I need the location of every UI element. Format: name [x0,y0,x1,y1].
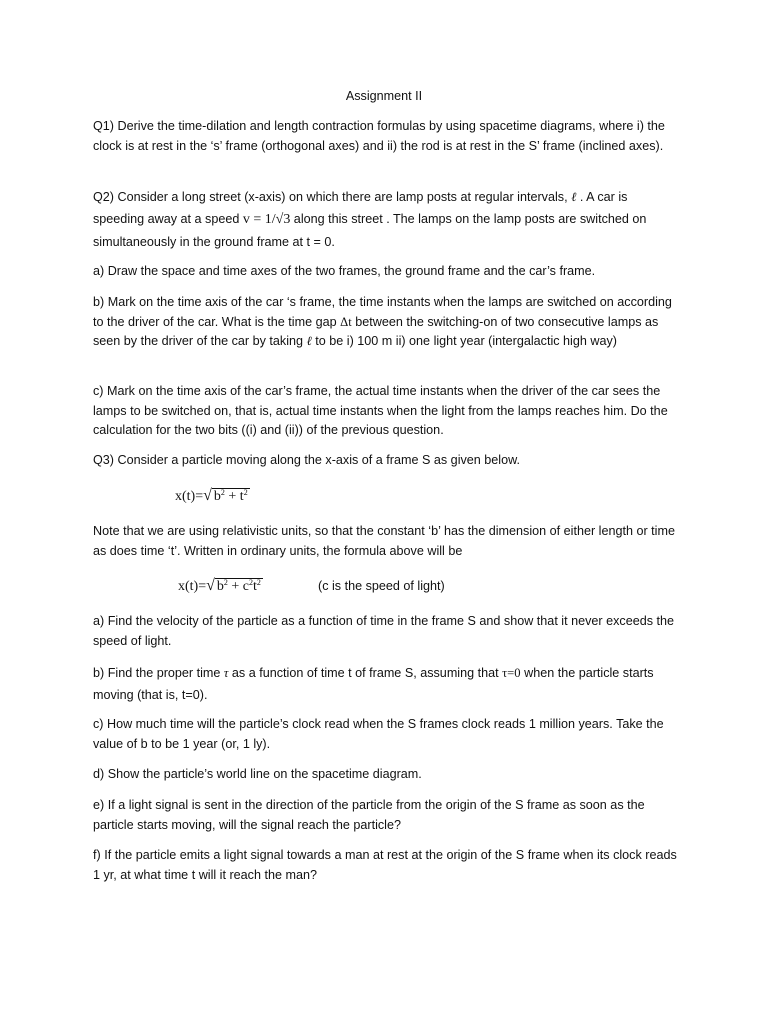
note-relativistic-units: Note that we are using relativistic units, so that the constant ‘b’ has the dimension of either length or time as does time ‘t’. Written in ordinary units, the formula above will be [93,524,675,558]
tau-symbol: τ [223,666,229,680]
question-3d: d) Show the particle’s world line on the spacetime diagram. [93,767,422,781]
question-2b [93,293,677,352]
q3b-text-1: b) Find the proper time [93,666,224,680]
question-3f: f) If the particle emits a light signal towards a man at rest at the origin of the S frame when its clock reads 1 yr, at what time t will it reach the man? [93,848,677,882]
question-3b [93,662,677,706]
eq1-radicand: $b^2 + t^2$ [213,488,248,504]
q2b-text-3: to be i) 100 m ii) one light year (intergalactic high way) [311,334,617,348]
speed-formula: v = 1/√3 [242,212,291,227]
equation-1: x(t)=√ $b^2 + t^2$ [175,487,248,504]
question-3: Q3) Consider a particle moving along the x-axis of a frame S as given below. [93,453,521,467]
q2b-text-1: b) Mark on the time axis of the car ‘s frame, the time instants when the lamps are switched on according to the driver of the car. What is the time gap [93,295,672,329]
q2-text-3: along this street . The lamps on the lamp posts are switched on simultaneously in the ground frame at t = 0. [93,212,647,249]
question-1: Q1) Derive the time-dilation and length contraction formulas by using spacetime diagrams, where i) the clock is at rest in the ‘s’ frame (orthogonal axes) and ii) the rod is at rest in the S’ frame (inclined axes). [93,119,665,153]
ell-symbol: ℓ [571,190,577,204]
q2-text-2: . A car is speeding away at a speed [93,190,628,226]
q3b-text-3: when the particle starts moving (that is, t=0). [93,666,654,702]
eq2-lhs: x(t)= [178,579,207,594]
speed-of-light-note: (c is the speed of light) [318,579,445,593]
question-3c: c) How much time will the particle’s clock read when the S frames clock reads 1 million years. Take the value of b to be 1 year (or, 1 ly). [93,717,664,751]
question-3a: a) Find the velocity of the particle as a function of time in the frame S and show that it never exceeds the speed of light. [93,614,675,648]
tau-zero: τ=0 [502,666,521,680]
question-2a: a) Draw the space and time axes of the two frames, the ground frame and the car’s frame. [93,264,596,278]
question-2c: c) Mark on the time axis of the car’s frame, the actual time instants when the driver of the car sees the lamps to be switched on, that is, actual time instants when the light from the lamps reaches him. Do the calculation for the two bits ((i) and (ii)) of the previous question. [93,384,668,437]
question-2 [93,186,677,253]
q3b-text-2: as a function of time t of frame S, assuming that [228,666,503,680]
equation-2: x(t)=√ $b^2 + c^2t^2$ [178,577,261,594]
question-3e: e) If a light signal is sent in the direction of the particle from the origin of the S frame as soon as the particle starts moving, will the signal reach the particle? [93,798,645,832]
delta-t-symbol: Δt [340,314,352,329]
eq2-radicand: $b^2 + c^2t^2$ [216,578,261,594]
q2b-text-2: between the switching-on of two consecutive lamps as seen by the driver of the car by taking [93,314,659,348]
q2-text-1: Q2) Consider a long street (x-axis) on which there are lamp posts at regular intervals, [93,190,572,204]
eq1-lhs: x(t)= [175,489,204,504]
ell-symbol: ℓ [306,334,312,348]
document-title: Assignment II [345,89,423,103]
